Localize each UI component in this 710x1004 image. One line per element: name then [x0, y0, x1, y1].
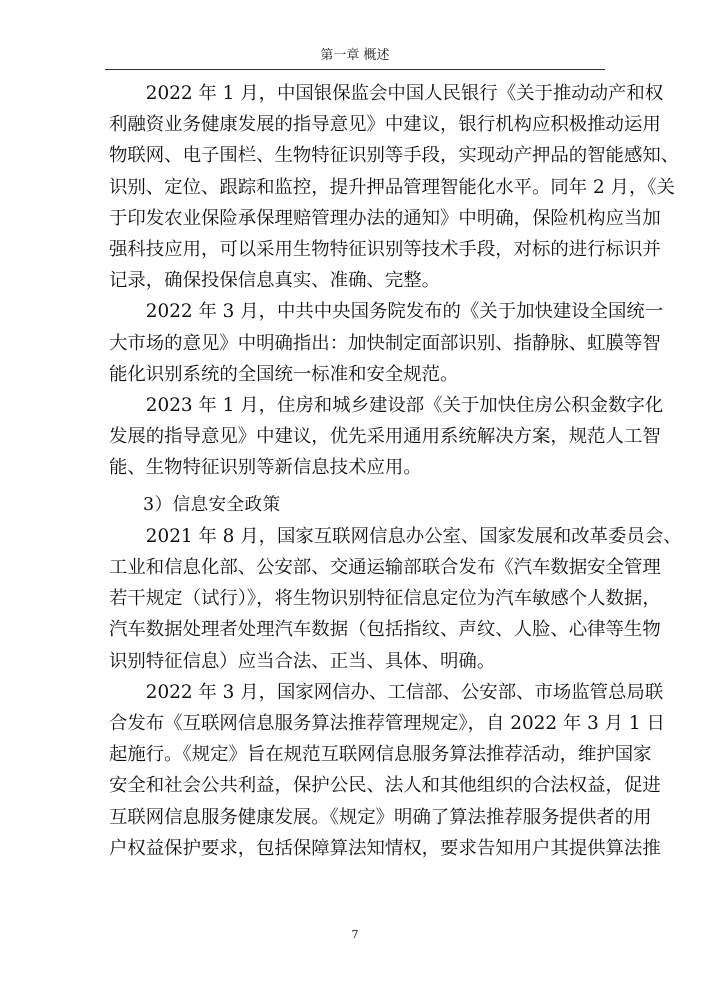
text-line: 识别特征信息）应当合法、正当、具体、明确。 [109, 650, 496, 672]
text-line: 记录，确保投保信息真实、准确、完整。 [109, 270, 441, 292]
text-line: 利融资业务健康发展的指导意见》中建议，银行机构应积极推动运用 [109, 114, 661, 136]
text-line: 2022 年 3 月，国家网信办、工信部、公安部、市场监管总局联 [145, 681, 664, 703]
section-heading: 3）信息安全政策 [143, 494, 281, 515]
text-line: 若干规定（试行）》，将生物识别特征信息定位为汽车敏感个人数据， [109, 588, 661, 610]
text-line: 2022 年 3 月，中共中央国务院发布的《关于加快建设全国统一 [145, 301, 664, 323]
text-line: 能、生物特征识别等新信息技术应用。 [109, 457, 422, 479]
text-line: 2022 年 1 月，中国银保监会中国人民银行《关于推动动产和权 [145, 83, 664, 104]
page-number: 7 [351, 928, 359, 941]
text-line: 物联网、电子围栏、生物特征识别等手段，实现动产押品的智能感知、 [109, 145, 680, 167]
text-line: 工业和信息化部、公安部、交通运输部联合发布《汽车数据安全管理 [109, 557, 661, 579]
text-line: 户权益保护要求，包括保障算法知情权，要求告知用户其提供算法推 [109, 837, 661, 859]
text-line: 汽车数据处理者处理汽车数据（包括指纹、声纹、人脸、心律等生物 [109, 619, 661, 641]
text-line: 合发布《互联网信息服务算法推荐管理规定》，自 2022 年 3 月 1 日 [109, 713, 665, 735]
page-body [109, 78, 682, 864]
text-line: 于印发农业保险承保理赔管理办法的通知》中明确，保险机构应当加 [109, 207, 661, 229]
paragraph-2022-mar-algorithm [109, 677, 665, 864]
text-line: 能化识别系统的全国统一标准和安全规范。 [109, 363, 459, 385]
paragraph-2022-jan [109, 78, 680, 296]
text-line: 互联网信息服务健康发展。《规定》明确了算法推荐服务提供者的用 [109, 806, 652, 828]
paragraph-2023-jan [109, 390, 664, 484]
text-line: 起施行。《规定》旨在规范互联网信息服务算法推荐活动，维护国家 [109, 744, 652, 766]
header-divider [105, 69, 605, 70]
text-line: 识别、定位、跟踪和监控，提升押品管理智能化水平。同年 2 月，《关 [109, 176, 675, 198]
paragraph-2022-mar-central [109, 296, 664, 390]
running-header: 第一章 概述 [320, 48, 390, 63]
paragraph-2021-aug [109, 521, 682, 677]
text-line: 2023 年 1 月，住房和城乡建设部《关于加快住房公积金数字化 [145, 395, 664, 417]
text-line: 安全和社会公共利益，保护公民、法人和其他组织的合法权益，促进 [109, 775, 661, 797]
text-line: 2021 年 8 月，国家互联网信息办公室、国家发展和改革委员会、 [145, 525, 682, 547]
text-line: 大市场的意见》中明确指出：加快制定面部识别、指静脉、虹膜等智 [109, 332, 661, 354]
text-line: 强科技应用，可以采用生物特征识别等技术手段，对标的进行标识并 [109, 239, 661, 261]
text-line: 发展的指导意见》中建议，优先采用通用系统解决方案，规范人工智 [109, 426, 661, 448]
